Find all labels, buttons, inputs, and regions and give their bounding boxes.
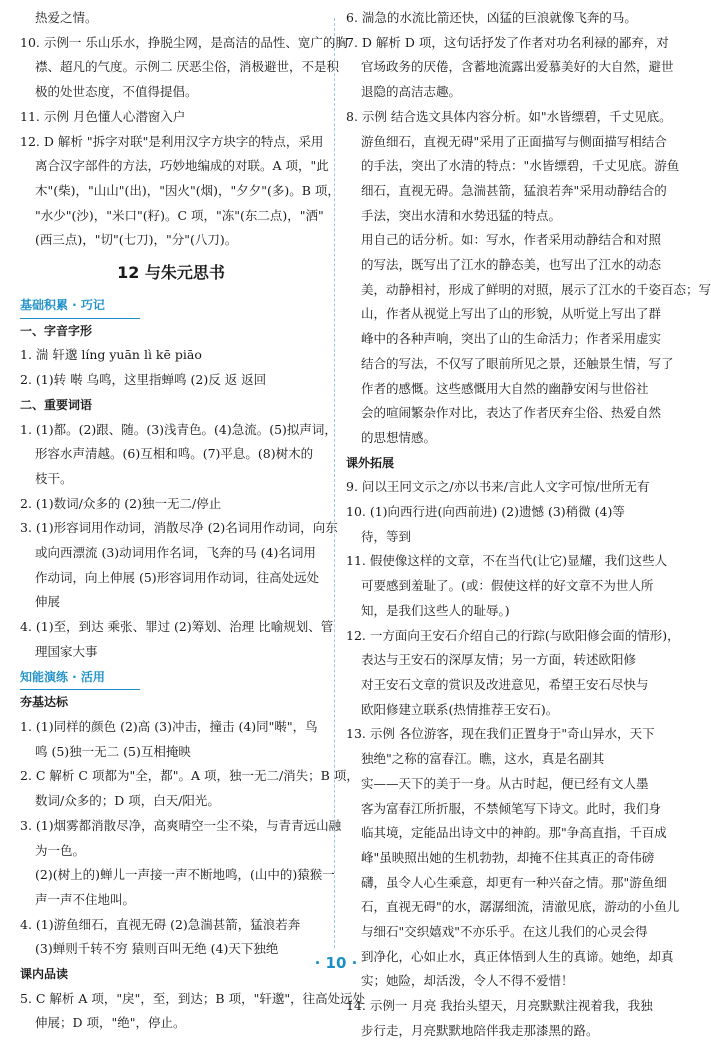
text-line: 6. 湍急的水流比箭还快，凶猛的巨浪就像飞奔的马。: [346, 10, 637, 25]
text-line: 13. 示例 各位游客，现在我们正置身于"奇山异水，天下: [346, 726, 655, 742]
text-line: 实——天下的美于一身。从古时起，便已经有文人墨: [361, 775, 649, 791]
subsection-heading: 课外拓展: [346, 455, 395, 470]
text-line: 2. (1)数词/众多的 (2)独一无二/停止: [20, 495, 222, 511]
text-line: 作者的感慨。这些感慨用大自然的幽静安闲与世俗社: [361, 380, 649, 396]
text-line: 用自己的话分析。如：写水，作者采用动静结合和对照: [361, 232, 662, 248]
text-line: 客为富春江所折服，不禁倾笔写下诗文。此时，我们身: [361, 800, 662, 816]
text-line: 5. C 解析 A 项，"戾"，至，到达；B 项，"轩邈"，往高处远处: [20, 990, 366, 1006]
text-line: 与细石"交织嬉戏"不亦乐乎。在这儿我们的心灵会得: [361, 924, 648, 940]
subsection-heading: 一、字音字形: [20, 323, 93, 338]
text-line: (2)(树上的)蝉儿一声接一声不断地鸣，(山中的)猿猴一: [35, 867, 335, 883]
text-line: 极的处世态度，不值得提倡。: [35, 84, 198, 100]
text-line: 游鱼细石，直视无碍"采用了正面描写与侧面描写相结合: [361, 133, 667, 149]
column-divider: [334, 18, 335, 948]
text-line: 木"(柴)，"山山"(出)，"因火"(烟)，"夕夕"(多)。B 项，: [35, 182, 340, 198]
text-line: 12. 一方面向王安石介绍自己的行踪(与欧阳修会面的情形)，: [346, 627, 680, 643]
text-line: "水少"(沙)，"米口"(籽)。C 项，"冻"(东二点)，"洒": [35, 207, 324, 223]
text-line: 1. (1)都。(2)跟、随。(3)浅青色。(4)急流。(5)拟声词，: [20, 421, 337, 437]
text-line: 2. C 解析 C 项都为"全，都"。A 项，独一无二/消失；B 项，: [20, 768, 359, 784]
text-line: 欧阳修建立联系(热情推荐王安石)。: [361, 701, 559, 717]
text-line: 的思想情感。: [361, 429, 437, 445]
subsection-heading: 课内品读: [20, 967, 69, 982]
text-line: 形容水声清越。(6)互相和鸣。(7)平息。(8)树木的: [35, 446, 314, 462]
text-line: 10. (1)向西行进(向西前进) (2)遗憾 (3)稍微 (4)等: [346, 504, 625, 520]
text-line: 实；她险，却活泼，令人不得不爱惜！: [361, 973, 574, 989]
text-line: 待，等到: [361, 528, 412, 544]
text-line: 山，作者从视觉上写出了山的形貌，从听觉上写出了群: [361, 306, 662, 322]
page-number: · 10 ·: [314, 954, 358, 972]
text-line: 细石，直视无碍。急湍甚箭，猛浪若奔"采用动静结合的: [361, 182, 667, 198]
text-line: 退隐的高洁志趣。: [361, 84, 462, 100]
text-line: 美，动静相衬，形成了鲜明的对照，展示了江水的千姿百态；写: [361, 281, 711, 297]
text-line: 襟、超凡的气度。示例二 厌恶尘俗，消极避世，不是积: [35, 59, 339, 75]
text-line: 峰"虽映照出她的生机勃勃，却掩不住其真正的奇伟磅: [361, 849, 655, 865]
text-line: 11. 假使像这样的文章，不在当代(让它)显耀，我们这些人: [346, 553, 668, 569]
text-line: 官场政务的厌倦，含蓄地流露出爱慕美好的大自然，避世: [361, 59, 674, 75]
text-line: 到净化，心如止水，真正体悟到人生的真谛。她绝，却真: [361, 948, 674, 964]
section-heading: 知能演练 · 活用: [20, 665, 140, 691]
text-line: 或向西漂流 (3)动词用作名词，飞奔的马 (4)名词用: [35, 545, 316, 561]
section-heading: 基础积累 · 巧记: [20, 293, 140, 319]
text-line: 14. 示例一 月亮 我抬头望天，月亮默默注视着我，我独: [346, 998, 653, 1014]
text-line: 手法，突出水清和水势迅猛的特点。: [361, 207, 562, 223]
text-line: 为一色。: [35, 842, 86, 858]
text-line: 峰中的各种声响，突出了山的生命活力；作者采用虚实: [361, 331, 662, 347]
text-line: 表达与王安石的深厚友情；另一方面，转述欧阳修: [361, 652, 637, 668]
text-line: 步行走，月亮默默地陪伴我走那漆黑的路。: [361, 1022, 599, 1038]
text-line: 可要感到羞耻了。(或：假使这样的好文章不为世人所: [361, 578, 654, 594]
text-line: 伸展；D 项，"绝"，停止。: [35, 1015, 186, 1031]
text-line: 1. 湍 轩邈 líng yuān lì kē piāo: [20, 347, 202, 363]
text-line: 石，直视无碍"的水，潺潺细流，清澈见底，游动的小鱼儿: [361, 899, 680, 915]
text-line: 作动词，向上伸展 (5)形容词用作动词，往高处远处: [35, 569, 320, 585]
text-line: 8. 示例 结合选文具体内容分析。如"水皆缥碧，千丈见底。: [346, 108, 672, 124]
text-line: 9. 问以王冋文示之/亦以书来/言此人文字可惊/世所无有: [346, 479, 650, 495]
text-line: 7. D 解析 D 项，这句话抒发了作者对功名利禄的鄙弃，对: [346, 34, 669, 50]
text-line: 知，是我们这些人的耻辱。): [361, 602, 510, 618]
text-line: 3. (1)烟雾都消散尽净，高爽晴空一尘不染，与青青远山融: [20, 817, 342, 833]
lesson-title: 12 与朱元思书: [117, 263, 225, 283]
text-line: 10. 示例一 乐山乐水，挣脱尘网，是高洁的品性、宽广的胸: [20, 34, 348, 50]
text-line: 声一声不住地叫。: [35, 891, 136, 907]
text-line: 2. (1)转 啭 乌鸣，这里指蝉鸣 (2)反 返 返回: [20, 372, 267, 388]
subsection-heading: 夯基达标: [20, 695, 69, 710]
text-line: 伸展: [35, 594, 61, 610]
text-line: 礴，虽令人心生乘意，却更有一种兴奋之情。那"游鱼细: [361, 874, 667, 890]
text-line: 独绝"之称的富春江。瞧，这水，真是名副其: [361, 751, 605, 767]
text-line: 会的喧闹繁杂作对比，表达了作者厌弃尘俗、热爱自然: [361, 405, 662, 421]
text-line: 12. D 解析 "拆字对联"是利用汉字方块字的特点，采用: [20, 133, 324, 149]
text-line: 数词/众多的；D 项，白天/阳光。: [35, 793, 220, 809]
text-line: 4. (1)至，到达 乘张、罪过 (2)筹划、治理 比喻规划、管: [20, 619, 334, 635]
text-line: (西三点)，"切"(七刀)，"分"(八刀)。: [35, 232, 238, 248]
text-line: 对王安石文章的赏识及改进意见，希望王安石尽快与: [361, 676, 649, 692]
text-line: 离合汉字部件的方法，巧妙地编成的对联。A 项，"此: [35, 158, 329, 174]
text-line: 11. 示例 月色懂人心潜窗入户: [20, 108, 186, 124]
text-line: 枝干。: [35, 470, 73, 486]
text-line: 鸣 (5)独一无二 (5)互相掩映: [35, 743, 191, 759]
text-line: 临其境，定能品出诗文中的神韵。那"争高直指，千百成: [361, 825, 667, 841]
text-line: 1. (1)同样的颜色 (2)高 (3)冲击，撞击 (4)同"啭"，鸟: [20, 718, 318, 734]
text-line: 3. (1)形容词用作动词，消散尽净 (2)名词用作动词，向东: [20, 520, 338, 536]
left-column: [20, 6, 366, 1036]
right-column: [346, 6, 711, 1044]
text-line: 结合的写法，不仅写了眼前所见之景，还触景生情，写了: [361, 355, 674, 371]
text-line: 的写法，既写出了江水的静态美，也写出了江水的动态: [361, 257, 662, 273]
text-line: (3)蝉则千转不穷 猿则百叫无绝 (4)天下独绝: [35, 941, 279, 957]
text-line: 的手法，突出了水清的特点："水皆缥碧，千丈见底。游鱼: [361, 158, 680, 174]
text-line: 热爱之情。: [35, 10, 98, 25]
subsection-heading: 二、重要词语: [20, 397, 93, 412]
text-line: 理国家大事: [35, 643, 98, 659]
text-line: 4. (1)游鱼细石，直视无碍 (2)急湍甚箭，猛浪若奔: [20, 916, 301, 932]
